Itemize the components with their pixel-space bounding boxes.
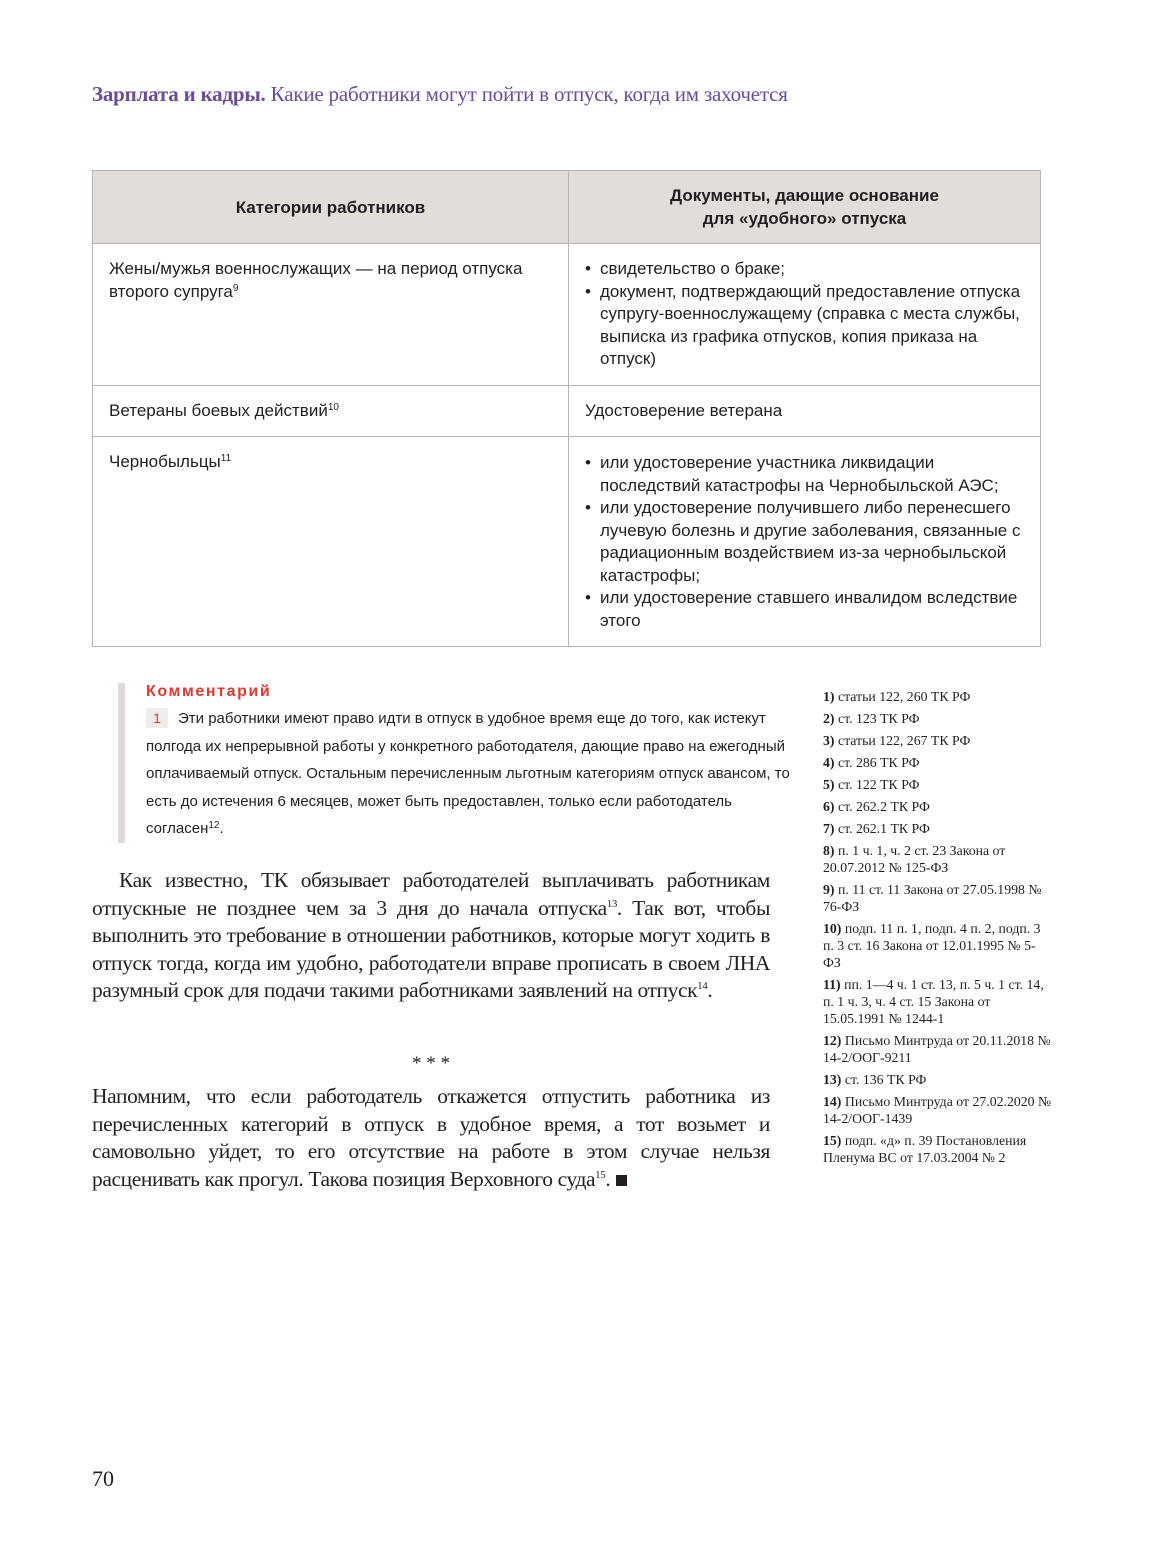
footnote-number: 7)	[823, 821, 835, 836]
list-item: • документ, подтверждающий предоставление отпуска супругу-военнослужащему (справка с места службы, выписка из графика отпусков, копия приказа на отпуск)	[585, 281, 1024, 371]
footnote-text: пп. 1—4 ч. 1 ст. 13, п. 5 ч. 1 ст. 14, п. 1 ч. 3, ч. 4 ст. 15 Закона от 15.05.1991 № 1244-1	[823, 977, 1044, 1026]
footnote-item	[823, 881, 1053, 915]
footnote-item	[823, 710, 1053, 727]
footnote-number: 12)	[823, 1033, 842, 1048]
footnote-item	[823, 976, 1053, 1027]
documents-cell: Удостоверение ветерана	[569, 386, 1041, 437]
documents-cell	[569, 244, 1041, 386]
section-name: Зарплата и кадры.	[92, 82, 266, 106]
paragraph-text: .	[707, 978, 713, 1002]
end-of-article-square-icon	[616, 1175, 627, 1186]
footnote-ref[interactable]: 9	[232, 282, 239, 294]
footnote-item	[823, 732, 1053, 749]
page-number: 70	[92, 1466, 114, 1491]
comment-body	[146, 705, 806, 843]
running-head	[92, 82, 788, 107]
footnote-text: подп. «д» п. 39 Постановления Пленума ВС от 17.03.2004 № 2	[823, 1133, 1027, 1165]
footnote-number: 4)	[823, 755, 835, 770]
footnote-ref[interactable]: 11	[220, 453, 232, 464]
paragraph-text: Как известно, ТК обязывает работодателей выплачивать работникам отпускные не позднее чем за 3 дня до начала отпуска	[92, 868, 770, 920]
footnote-ref[interactable]: 15	[595, 1168, 606, 1181]
header-documents-line2: для «удобного» отпуска	[702, 209, 907, 228]
list-item: • или удостоверение ставшего инвалидом вследствие этого	[585, 587, 1024, 632]
table-row	[93, 437, 1041, 647]
list-item: • или удостоверение участника ликвидации последствий катастрофы на Чернобыльской АЭС;	[585, 452, 1024, 497]
list-item: • свидетельство о браке;	[585, 258, 1024, 281]
footnote-ref[interactable]: 14	[697, 980, 708, 992]
footnote-text: подп. 11 п. 1, подп. 4 п. 2, подп. 3 п. 3 ст. 16 Закона от 12.01.1995 № 5-ФЗ	[823, 921, 1041, 970]
footnote-item	[823, 1132, 1053, 1166]
footnote-number: 2)	[823, 711, 835, 726]
footnote-text: ст. 136 ТК РФ	[844, 1072, 927, 1087]
category-cell	[93, 437, 569, 647]
table-row	[93, 386, 1041, 437]
footnote-number: 8)	[823, 843, 835, 858]
footnote-number: 1)	[823, 689, 835, 704]
footnote-text: ст. 262.2 ТК РФ	[837, 799, 930, 814]
footnote-item	[823, 776, 1053, 793]
comment-box	[118, 683, 806, 843]
footnote-number: 11)	[823, 977, 841, 992]
footnote-number: 15)	[823, 1133, 842, 1148]
footnote-text: Письмо Минтруда от 20.11.2018 № 14-2/ООГ-9211	[823, 1033, 1051, 1065]
category-text: Ветераны боевых действий	[109, 401, 328, 420]
categories-table	[92, 170, 1041, 647]
category-text: Жены/мужья военнослужащих — на период отпуска второго супруга	[109, 259, 523, 301]
documents-cell	[569, 437, 1041, 647]
category-cell	[93, 386, 569, 437]
comment-number-badge: 1	[146, 708, 168, 728]
footnote-text: п. 11 ст. 11 Закона от 27.05.1998 № 76-ФЗ	[823, 882, 1042, 914]
section-separator: * * *	[412, 1053, 450, 1074]
footnote-number: 9)	[823, 882, 835, 897]
footnote-item	[823, 798, 1053, 815]
comment-end: .	[219, 820, 224, 837]
footnote-item	[823, 1093, 1053, 1127]
table-row	[93, 244, 1041, 386]
paragraph-text: Напомним, что если работодатель откажется отпустить работника из перечисленных категорий в отпуск в удобное время, а тот возьмет и самовольно уйдет, то его отсутствие на работе в этом случае нельзя расценивать как прогул. Такова позиция Верховного суда	[92, 1084, 770, 1191]
list-item: • или удостоверение получившего либо перенесшего лучевую болезнь и другие заболевания, связанные с радиационным воздействием из-за чернобыльской катастрофы;	[585, 497, 1024, 587]
footnote-text: ст. 122 ТК РФ	[837, 777, 920, 792]
paragraph-1	[92, 867, 770, 1005]
footnote-text: статьи 122, 267 ТК РФ	[837, 733, 971, 748]
footnote-number: 10)	[823, 921, 842, 936]
documents-list	[585, 258, 1024, 371]
footnote-number: 14)	[823, 1094, 842, 1109]
footnote-item	[823, 842, 1053, 876]
footnote-item	[823, 688, 1053, 705]
footnote-item	[823, 1032, 1053, 1066]
footnote-number: 13)	[823, 1072, 842, 1087]
footnote-text: Письмо Минтруда от 27.02.2020 № 14-2/ООГ-1439	[823, 1094, 1052, 1126]
footnote-number: 6)	[823, 799, 835, 814]
footnote-text: ст. 286 ТК РФ	[837, 755, 920, 770]
header-categories: Категории работников	[93, 171, 569, 244]
footnote-ref[interactable]: 10	[327, 402, 339, 413]
footnote-item	[823, 1071, 1053, 1088]
footnote-ref[interactable]: 12	[208, 820, 220, 831]
comment-text: Эти работники имеют право идти в отпуск в удобное время еще до того, как истекут полгода их непрерывной работы у конкретного работодателя, дающие право на ежегодный оплачиваемый отпуск. Остальным перечисленным льготным категориям отпуск авансом, то есть до истечения 6 месяцев, может быть предоставлен, только если работодатель согласен	[146, 710, 790, 837]
footnote-item	[823, 920, 1053, 971]
paragraph-2	[92, 1083, 770, 1193]
table-header-row	[93, 171, 1041, 244]
category-text: Чернобыльцы	[109, 452, 221, 471]
paragraph-text: . Так вот, чтобы выполнить это требование в отношении работников, которые могут ходить в отпуск тогда, когда им удобно, работодатели вправе прописать в своем ЛНА разумный срок для подачи такими работниками заявлений на отпуск	[92, 895, 770, 1002]
footnote-text: ст. 262.1 ТК РФ	[837, 821, 930, 836]
footnote-number: 5)	[823, 777, 835, 792]
footnotes-column	[823, 688, 1053, 1171]
footnote-ref[interactable]: 13	[606, 897, 617, 910]
footnote-text: ст. 123 ТК РФ	[837, 711, 920, 726]
documents-list	[585, 452, 1024, 632]
category-cell	[93, 244, 569, 386]
paragraph-text: .	[605, 1166, 611, 1191]
footnote-text: п. 1 ч. 1, ч. 2 ст. 23 Закона от 20.07.2012 № 125-ФЗ	[823, 843, 1006, 875]
footnote-text: статьи 122, 260 ТК РФ	[837, 689, 971, 704]
header-documents-line1: Документы, дающие основание	[670, 186, 939, 205]
footnote-number: 3)	[823, 733, 835, 748]
footnote-item	[823, 820, 1053, 837]
header-documents	[569, 171, 1041, 244]
article-title: Какие работники могут пойти в отпуск, когда им захочется	[270, 82, 788, 106]
footnote-item	[823, 754, 1053, 771]
comment-title: Комментарий	[146, 683, 272, 700]
